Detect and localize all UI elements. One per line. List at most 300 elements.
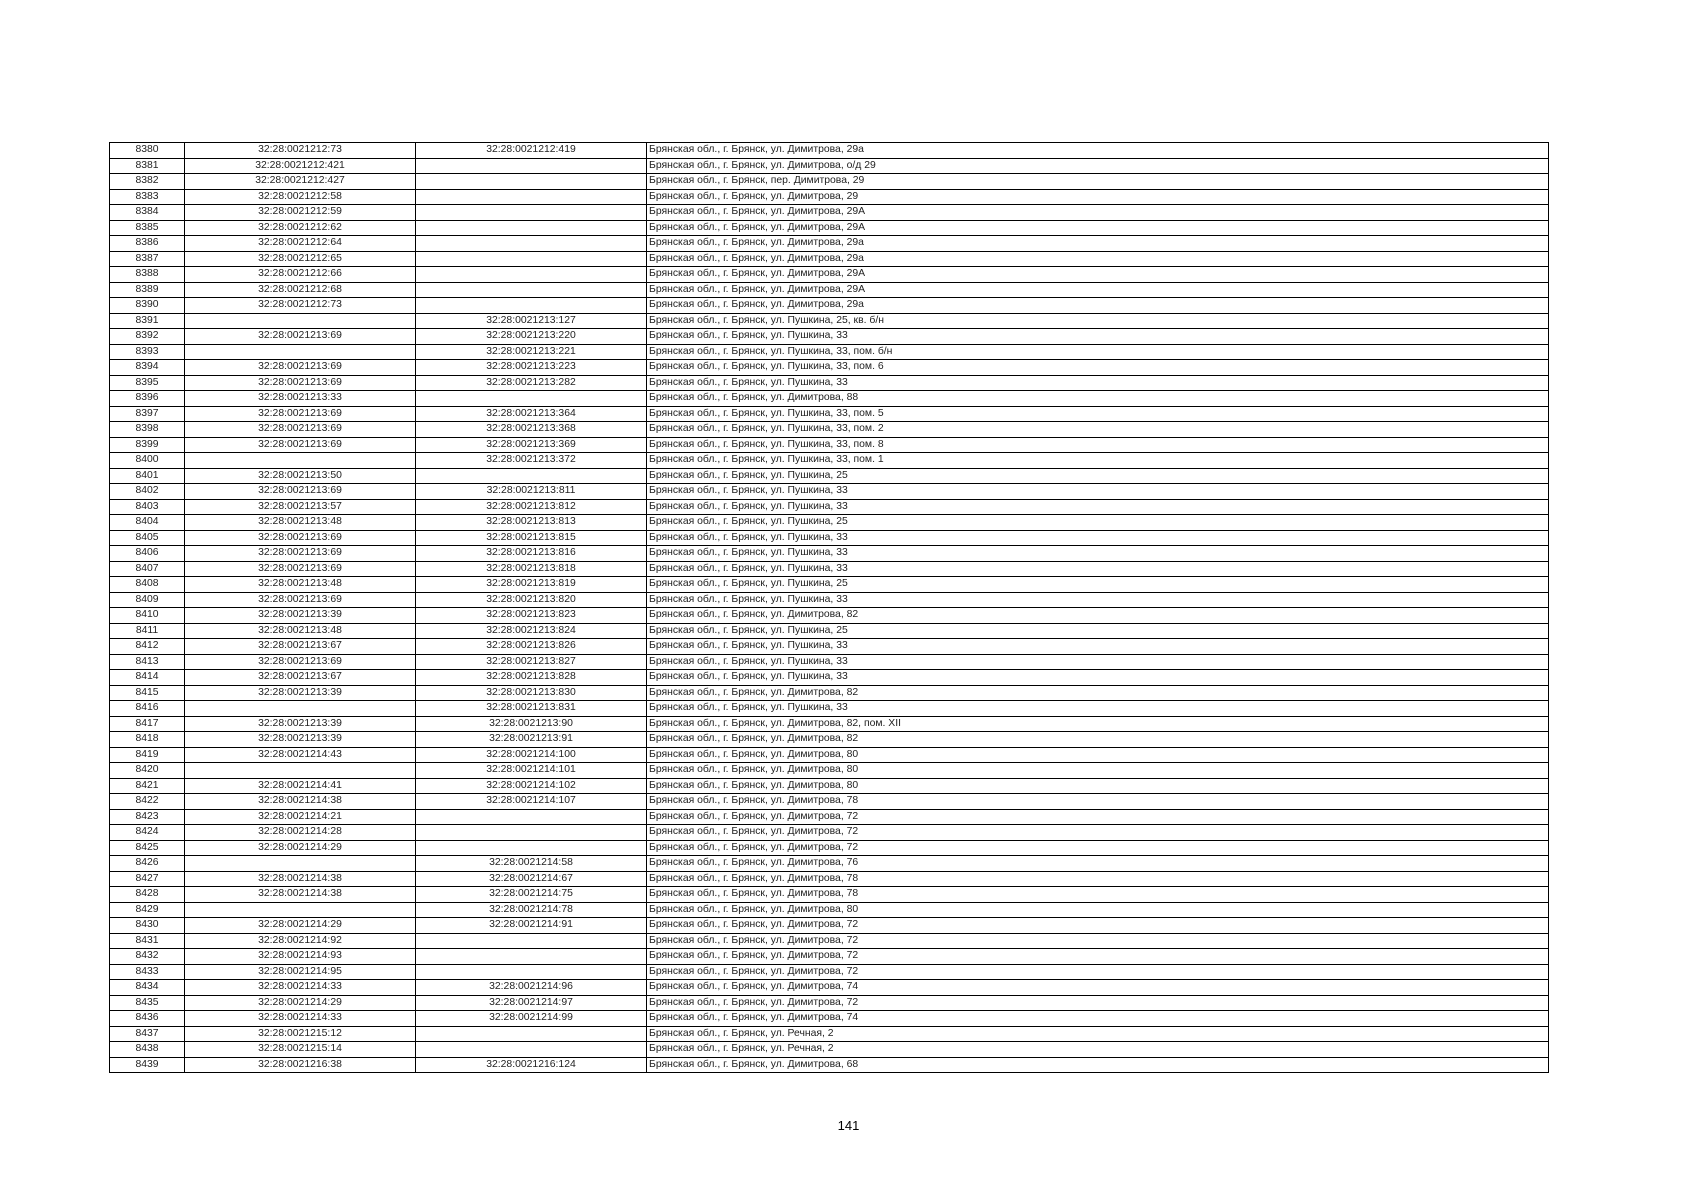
address-cell: Брянская обл., г. Брянск, ул. Димитрова, 72 (647, 825, 1549, 841)
page-number: 141 (837, 1118, 860, 1133)
cadastral-number-cell: 32:28:0021213:830 (416, 685, 647, 701)
row-number-cell: 8424 (110, 825, 185, 841)
address-cell: Брянская обл., г. Брянск, ул. Димитрова, 78 (647, 794, 1549, 810)
cadastral-number-cell: 32:28:0021213:220 (416, 329, 647, 345)
row-number-cell: 8437 (110, 1026, 185, 1042)
parent-cadastral-cell: 32:28:0021212:62 (185, 220, 416, 236)
row-number-cell: 8439 (110, 1057, 185, 1073)
table-row (110, 685, 1549, 701)
parent-cadastral-cell: 32:28:0021213:39 (185, 716, 416, 732)
cadastral-number-cell: 32:28:0021213:824 (416, 623, 647, 639)
table-row (110, 468, 1549, 484)
table-row (110, 871, 1549, 887)
address-cell: Брянская обл., г. Брянск, ул. Димитрова, 29А (647, 282, 1549, 298)
cadastral-number-cell: 32:28:0021214:97 (416, 995, 647, 1011)
row-number-cell: 8382 (110, 174, 185, 190)
cadastral-number-cell (416, 298, 647, 314)
row-number-cell: 8426 (110, 856, 185, 872)
row-number-cell: 8427 (110, 871, 185, 887)
cadastral-number-cell: 32:28:0021213:811 (416, 484, 647, 500)
cadastral-number-cell: 32:28:0021213:368 (416, 422, 647, 438)
address-cell: Брянская обл., г. Брянск, ул. Речная, 2 (647, 1026, 1549, 1042)
row-number-cell: 8404 (110, 515, 185, 531)
table-row (110, 282, 1549, 298)
cadastral-number-cell: 32:28:0021214:101 (416, 763, 647, 779)
cadastral-number-cell: 32:28:0021213:819 (416, 577, 647, 593)
parent-cadastral-cell: 32:28:0021213:39 (185, 685, 416, 701)
row-number-cell: 8408 (110, 577, 185, 593)
table-row (110, 949, 1549, 965)
parent-cadastral-cell: 32:28:0021213:67 (185, 670, 416, 686)
row-number-cell: 8410 (110, 608, 185, 624)
address-cell: Брянская обл., г. Брянск, ул. Пушкина, 25 (647, 577, 1549, 593)
cadastral-number-cell: 32:28:0021213:127 (416, 313, 647, 329)
parent-cadastral-cell: 32:28:0021212:421 (185, 158, 416, 174)
row-number-cell: 8436 (110, 1011, 185, 1027)
cadastral-number-cell (416, 174, 647, 190)
address-cell: Брянская обл., г. Брянск, ул. Пушкина, 33, пом. 1 (647, 453, 1549, 469)
address-cell: Брянская обл., г. Брянск, ул. Пушкина, 33 (647, 546, 1549, 562)
table-row (110, 143, 1549, 159)
row-number-cell: 8416 (110, 701, 185, 717)
parent-cadastral-cell: 32:28:0021214:33 (185, 980, 416, 996)
address-cell: Брянская обл., г. Брянск, ул. Димитрова, 82 (647, 608, 1549, 624)
cadastral-number-cell: 32:28:0021213:369 (416, 437, 647, 453)
table-row (110, 375, 1549, 391)
address-cell: Брянская обл., г. Брянск, ул. Димитрова, 82 (647, 732, 1549, 748)
parent-cadastral-cell: 32:28:0021212:73 (185, 143, 416, 159)
table-row (110, 236, 1549, 252)
row-number-cell: 8401 (110, 468, 185, 484)
row-number-cell: 8383 (110, 189, 185, 205)
row-number-cell: 8429 (110, 902, 185, 918)
table-row (110, 530, 1549, 546)
cadastral-number-cell: 32:28:0021213:364 (416, 406, 647, 422)
parent-cadastral-cell: 32:28:0021213:69 (185, 592, 416, 608)
row-number-cell: 8394 (110, 360, 185, 376)
cadastral-number-cell: 32:28:0021213:820 (416, 592, 647, 608)
table-row (110, 561, 1549, 577)
parent-cadastral-cell (185, 453, 416, 469)
address-cell: Брянская обл., г. Брянск, ул. Димитрова, 29а (647, 251, 1549, 267)
registry-table (109, 142, 1549, 1073)
parent-cadastral-cell: 32:28:0021212:64 (185, 236, 416, 252)
address-cell: Брянская обл., г. Брянск, ул. Димитрова, 29А (647, 205, 1549, 221)
parent-cadastral-cell: 32:28:0021213:69 (185, 484, 416, 500)
row-number-cell: 8431 (110, 933, 185, 949)
cadastral-number-cell: 32:28:0021213:828 (416, 670, 647, 686)
address-cell: Брянская обл., г. Брянск, ул. Пушкина, 33, пом. 2 (647, 422, 1549, 438)
table-row (110, 422, 1549, 438)
parent-cadastral-cell: 32:28:0021213:48 (185, 577, 416, 593)
parent-cadastral-cell: 32:28:0021216:38 (185, 1057, 416, 1073)
table-row (110, 499, 1549, 515)
parent-cadastral-cell: 32:28:0021214:29 (185, 840, 416, 856)
address-cell: Брянская обл., г. Брянск, ул. Пушкина, 33, пом. 5 (647, 406, 1549, 422)
cadastral-number-cell (416, 158, 647, 174)
parent-cadastral-cell: 32:28:0021214:41 (185, 778, 416, 794)
table-row (110, 778, 1549, 794)
row-number-cell: 8418 (110, 732, 185, 748)
table-row (110, 592, 1549, 608)
address-cell: Брянская обл., г. Брянск, ул. Пушкина, 25 (647, 468, 1549, 484)
address-cell: Брянская обл., г. Брянск, ул. Пушкина, 25, кв. б/н (647, 313, 1549, 329)
parent-cadastral-cell: 32:28:0021213:69 (185, 406, 416, 422)
address-cell: Брянская обл., г. Брянск, ул. Димитрова, 72 (647, 949, 1549, 965)
cadastral-number-cell (416, 468, 647, 484)
parent-cadastral-cell: 32:28:0021212:59 (185, 205, 416, 221)
row-number-cell: 8411 (110, 623, 185, 639)
cadastral-number-cell: 32:28:0021214:100 (416, 747, 647, 763)
row-number-cell: 8422 (110, 794, 185, 810)
address-cell: Брянская обл., г. Брянск, ул. Димитрова, 78 (647, 871, 1549, 887)
address-cell: Брянская обл., г. Брянск, ул. Димитрова, 80 (647, 763, 1549, 779)
address-cell: Брянская обл., г. Брянск, ул. Димитрова, 80 (647, 747, 1549, 763)
address-cell: Брянская обл., г. Брянск, ул. Димитрова, 29а (647, 143, 1549, 159)
table-row (110, 1026, 1549, 1042)
table-row (110, 360, 1549, 376)
cadastral-number-cell: 32:28:0021216:124 (416, 1057, 647, 1073)
table-row (110, 251, 1549, 267)
cadastral-number-cell: 32:28:0021213:372 (416, 453, 647, 469)
parent-cadastral-cell: 32:28:0021213:69 (185, 654, 416, 670)
table-row (110, 887, 1549, 903)
parent-cadastral-cell (185, 902, 416, 918)
cadastral-number-cell: 32:28:0021213:91 (416, 732, 647, 748)
row-number-cell: 8387 (110, 251, 185, 267)
parent-cadastral-cell: 32:28:0021214:95 (185, 964, 416, 980)
cadastral-number-cell: 32:28:0021214:99 (416, 1011, 647, 1027)
cadastral-number-cell: 32:28:0021212:419 (416, 143, 647, 159)
row-number-cell: 8409 (110, 592, 185, 608)
table-row (110, 406, 1549, 422)
table-row (110, 453, 1549, 469)
cadastral-number-cell (416, 391, 647, 407)
table-row (110, 623, 1549, 639)
parent-cadastral-cell: 32:28:0021214:93 (185, 949, 416, 965)
parent-cadastral-cell: 32:28:0021213:50 (185, 468, 416, 484)
cadastral-number-cell: 32:28:0021213:816 (416, 546, 647, 562)
parent-cadastral-cell: 32:28:0021213:69 (185, 437, 416, 453)
address-cell: Брянская обл., г. Брянск, ул. Пушкина, 33 (647, 499, 1549, 515)
table-row (110, 933, 1549, 949)
address-cell: Брянская обл., г. Брянск, ул. Пушкина, 25 (647, 623, 1549, 639)
row-number-cell: 8434 (110, 980, 185, 996)
row-number-cell: 8428 (110, 887, 185, 903)
parent-cadastral-cell: 32:28:0021214:38 (185, 871, 416, 887)
cadastral-number-cell (416, 825, 647, 841)
address-cell: Брянская обл., г. Брянск, ул. Димитрова, 72 (647, 995, 1549, 1011)
parent-cadastral-cell: 32:28:0021214:38 (185, 794, 416, 810)
cadastral-number-cell (416, 1042, 647, 1058)
row-number-cell: 8430 (110, 918, 185, 934)
table-row (110, 267, 1549, 283)
address-cell: Брянская обл., г. Брянск, ул. Димитрова, 29 (647, 189, 1549, 205)
table-row (110, 313, 1549, 329)
row-number-cell: 8420 (110, 763, 185, 779)
cadastral-number-cell: 32:28:0021214:67 (416, 871, 647, 887)
row-number-cell: 8419 (110, 747, 185, 763)
row-number-cell: 8397 (110, 406, 185, 422)
parent-cadastral-cell: 32:28:0021212:427 (185, 174, 416, 190)
row-number-cell: 8392 (110, 329, 185, 345)
cadastral-number-cell: 32:28:0021213:831 (416, 701, 647, 717)
address-cell: Брянская обл., г. Брянск, ул. Пушкина, 33, пом. б/н (647, 344, 1549, 360)
parent-cadastral-cell (185, 313, 416, 329)
table-row (110, 670, 1549, 686)
cadastral-number-cell (416, 964, 647, 980)
table-row (110, 220, 1549, 236)
address-cell: Брянская обл., г. Брянск, ул. Димитрова, 29а (647, 298, 1549, 314)
cadastral-number-cell: 32:28:0021214:107 (416, 794, 647, 810)
parent-cadastral-cell: 32:28:0021213:69 (185, 530, 416, 546)
parent-cadastral-cell: 32:28:0021214:43 (185, 747, 416, 763)
cadastral-number-cell: 32:28:0021214:102 (416, 778, 647, 794)
address-cell: Брянская обл., г. Брянск, ул. Димитрова, 82 (647, 685, 1549, 701)
cadastral-number-cell (416, 205, 647, 221)
parent-cadastral-cell: 32:28:0021214:28 (185, 825, 416, 841)
row-number-cell: 8399 (110, 437, 185, 453)
table-row (110, 1057, 1549, 1073)
parent-cadastral-cell (185, 856, 416, 872)
cadastral-number-cell (416, 282, 647, 298)
parent-cadastral-cell: 32:28:0021213:33 (185, 391, 416, 407)
row-number-cell: 8407 (110, 561, 185, 577)
table-row (110, 437, 1549, 453)
address-cell: Брянская обл., г. Брянск, ул. Димитрова, 72 (647, 918, 1549, 934)
cadastral-number-cell: 32:28:0021213:823 (416, 608, 647, 624)
row-number-cell: 8389 (110, 282, 185, 298)
row-number-cell: 8403 (110, 499, 185, 515)
row-number-cell: 8432 (110, 949, 185, 965)
cadastral-number-cell (416, 189, 647, 205)
address-cell: Брянская обл., г. Брянск, ул. Пушкина, 33 (647, 329, 1549, 345)
table-row (110, 158, 1549, 174)
address-cell: Брянская обл., г. Брянск, ул. Димитрова, 78 (647, 887, 1549, 903)
parent-cadastral-cell (185, 701, 416, 717)
parent-cadastral-cell (185, 763, 416, 779)
table-row (110, 608, 1549, 624)
parent-cadastral-cell: 32:28:0021214:92 (185, 933, 416, 949)
table-row (110, 344, 1549, 360)
cadastral-number-cell: 32:28:0021214:96 (416, 980, 647, 996)
parent-cadastral-cell: 32:28:0021212:73 (185, 298, 416, 314)
table-row (110, 964, 1549, 980)
row-number-cell: 8398 (110, 422, 185, 438)
table-row (110, 577, 1549, 593)
cadastral-number-cell: 32:28:0021213:282 (416, 375, 647, 391)
address-cell: Брянская обл., г. Брянск, ул. Пушкина, 33, пом. 6 (647, 360, 1549, 376)
cadastral-number-cell: 32:28:0021213:827 (416, 654, 647, 670)
parent-cadastral-cell: 32:28:0021214:33 (185, 1011, 416, 1027)
table-row (110, 840, 1549, 856)
cadastral-number-cell: 32:28:0021213:818 (416, 561, 647, 577)
address-cell: Брянская обл., г. Брянск, ул. Пушкина, 33 (647, 484, 1549, 500)
parent-cadastral-cell: 32:28:0021213:57 (185, 499, 416, 515)
registry-table-body (110, 143, 1549, 1073)
parent-cadastral-cell: 32:28:0021214:38 (185, 887, 416, 903)
cadastral-number-cell: 32:28:0021213:90 (416, 716, 647, 732)
address-cell: Брянская обл., г. Брянск, ул. Пушкина, 33, пом. 8 (647, 437, 1549, 453)
address-cell: Брянская обл., г. Брянск, ул. Пушкина, 33 (647, 375, 1549, 391)
cadastral-number-cell: 32:28:0021213:826 (416, 639, 647, 655)
table-row (110, 763, 1549, 779)
address-cell: Брянская обл., г. Брянск, ул. Димитрова, 72 (647, 964, 1549, 980)
row-number-cell: 8381 (110, 158, 185, 174)
table-row (110, 174, 1549, 190)
parent-cadastral-cell: 32:28:0021212:66 (185, 267, 416, 283)
table-row (110, 747, 1549, 763)
cadastral-number-cell: 32:28:0021213:812 (416, 499, 647, 515)
table-row (110, 1011, 1549, 1027)
table-row (110, 701, 1549, 717)
address-cell: Брянская обл., г. Брянск, ул. Димитрова, 74 (647, 980, 1549, 996)
parent-cadastral-cell: 32:28:0021214:29 (185, 918, 416, 934)
cadastral-number-cell (416, 267, 647, 283)
parent-cadastral-cell: 32:28:0021213:48 (185, 515, 416, 531)
row-number-cell: 8384 (110, 205, 185, 221)
table-row (110, 1042, 1549, 1058)
address-cell: Брянская обл., г. Брянск, ул. Пушкина, 33 (647, 639, 1549, 655)
parent-cadastral-cell: 32:28:0021213:48 (185, 623, 416, 639)
row-number-cell: 8417 (110, 716, 185, 732)
cadastral-number-cell (416, 809, 647, 825)
address-cell: Брянская обл., г. Брянск, ул. Пушкина, 33 (647, 561, 1549, 577)
cadastral-number-cell (416, 840, 647, 856)
table-row (110, 716, 1549, 732)
row-number-cell: 8386 (110, 236, 185, 252)
row-number-cell: 8395 (110, 375, 185, 391)
table-row (110, 639, 1549, 655)
table-row (110, 809, 1549, 825)
table-row (110, 980, 1549, 996)
address-cell: Брянская обл., г. Брянск, ул. Димитрова, 72 (647, 809, 1549, 825)
row-number-cell: 8412 (110, 639, 185, 655)
cadastral-number-cell (416, 949, 647, 965)
parent-cadastral-cell: 32:28:0021213:69 (185, 360, 416, 376)
parent-cadastral-cell: 32:28:0021214:29 (185, 995, 416, 1011)
table-row (110, 902, 1549, 918)
table-row (110, 856, 1549, 872)
parent-cadastral-cell: 32:28:0021212:68 (185, 282, 416, 298)
parent-cadastral-cell: 32:28:0021213:69 (185, 329, 416, 345)
table-row (110, 484, 1549, 500)
address-cell: Брянская обл., г. Брянск, пер. Димитрова, 29 (647, 174, 1549, 190)
cadastral-number-cell (416, 933, 647, 949)
parent-cadastral-cell: 32:28:0021213:69 (185, 422, 416, 438)
address-cell: Брянская обл., г. Брянск, ул. Димитрова, 88 (647, 391, 1549, 407)
table-row (110, 298, 1549, 314)
cadastral-number-cell: 32:28:0021213:221 (416, 344, 647, 360)
row-number-cell: 8391 (110, 313, 185, 329)
address-cell: Брянская обл., г. Брянск, ул. Пушкина, 33 (647, 654, 1549, 670)
parent-cadastral-cell: 32:28:0021214:21 (185, 809, 416, 825)
table-row (110, 546, 1549, 562)
row-number-cell: 8423 (110, 809, 185, 825)
address-cell: Брянская обл., г. Брянск, ул. Димитрова, о/д 29 (647, 158, 1549, 174)
table-row (110, 825, 1549, 841)
row-number-cell: 8406 (110, 546, 185, 562)
parent-cadastral-cell: 32:28:0021215:14 (185, 1042, 416, 1058)
address-cell: Брянская обл., г. Брянск, ул. Пушкина, 25 (647, 515, 1549, 531)
row-number-cell: 8380 (110, 143, 185, 159)
address-cell: Брянская обл., г. Брянск, ул. Речная, 2 (647, 1042, 1549, 1058)
row-number-cell: 8413 (110, 654, 185, 670)
cadastral-number-cell (416, 251, 647, 267)
cadastral-number-cell: 32:28:0021214:91 (416, 918, 647, 934)
address-cell: Брянская обл., г. Брянск, ул. Пушкина, 33 (647, 592, 1549, 608)
address-cell: Брянская обл., г. Брянск, ул. Димитрова, 76 (647, 856, 1549, 872)
address-cell: Брянская обл., г. Брянск, ул. Димитрова, 80 (647, 902, 1549, 918)
row-number-cell: 8385 (110, 220, 185, 236)
address-cell: Брянская обл., г. Брянск, ул. Димитрова, 68 (647, 1057, 1549, 1073)
address-cell: Брянская обл., г. Брянск, ул. Димитрова, 72 (647, 840, 1549, 856)
parent-cadastral-cell: 32:28:0021213:67 (185, 639, 416, 655)
table-row (110, 995, 1549, 1011)
parent-cadastral-cell: 32:28:0021215:12 (185, 1026, 416, 1042)
row-number-cell: 8388 (110, 267, 185, 283)
row-number-cell: 8438 (110, 1042, 185, 1058)
row-number-cell: 8390 (110, 298, 185, 314)
table-row (110, 391, 1549, 407)
cadastral-number-cell: 32:28:0021214:58 (416, 856, 647, 872)
parent-cadastral-cell: 32:28:0021213:39 (185, 608, 416, 624)
table-row (110, 918, 1549, 934)
address-cell: Брянская обл., г. Брянск, ул. Пушкина, 33 (647, 530, 1549, 546)
cadastral-number-cell (416, 236, 647, 252)
cadastral-number-cell: 32:28:0021213:815 (416, 530, 647, 546)
parent-cadastral-cell: 32:28:0021213:69 (185, 546, 416, 562)
row-number-cell: 8402 (110, 484, 185, 500)
row-number-cell: 8414 (110, 670, 185, 686)
parent-cadastral-cell: 32:28:0021213:39 (185, 732, 416, 748)
table-row (110, 515, 1549, 531)
cadastral-number-cell: 32:28:0021213:813 (416, 515, 647, 531)
row-number-cell: 8393 (110, 344, 185, 360)
address-cell: Брянская обл., г. Брянск, ул. Пушкина, 33 (647, 701, 1549, 717)
table-row (110, 732, 1549, 748)
cadastral-number-cell: 32:28:0021213:223 (416, 360, 647, 376)
address-cell: Брянская обл., г. Брянск, ул. Димитрова, 29а (647, 236, 1549, 252)
parent-cadastral-cell: 32:28:0021212:58 (185, 189, 416, 205)
parent-cadastral-cell (185, 344, 416, 360)
cadastral-number-cell (416, 1026, 647, 1042)
address-cell: Брянская обл., г. Брянск, ул. Димитрова, 80 (647, 778, 1549, 794)
row-number-cell: 8433 (110, 964, 185, 980)
row-number-cell: 8405 (110, 530, 185, 546)
table-row (110, 329, 1549, 345)
parent-cadastral-cell: 32:28:0021212:65 (185, 251, 416, 267)
address-cell: Брянская обл., г. Брянск, ул. Димитрова, 72 (647, 933, 1549, 949)
table-row (110, 189, 1549, 205)
row-number-cell: 8421 (110, 778, 185, 794)
address-cell: Брянская обл., г. Брянск, ул. Димитрова, 29А (647, 267, 1549, 283)
parent-cadastral-cell: 32:28:0021213:69 (185, 375, 416, 391)
cadastral-number-cell: 32:28:0021214:75 (416, 887, 647, 903)
table-row (110, 654, 1549, 670)
cadastral-number-cell (416, 220, 647, 236)
address-cell: Брянская обл., г. Брянск, ул. Пушкина, 33 (647, 670, 1549, 686)
table-row (110, 205, 1549, 221)
row-number-cell: 8400 (110, 453, 185, 469)
row-number-cell: 8425 (110, 840, 185, 856)
address-cell: Брянская обл., г. Брянск, ул. Димитрова, 29А (647, 220, 1549, 236)
table-row (110, 794, 1549, 810)
cadastral-number-cell: 32:28:0021214:78 (416, 902, 647, 918)
parent-cadastral-cell: 32:28:0021213:69 (185, 561, 416, 577)
address-cell: Брянская обл., г. Брянск, ул. Димитрова, 82, пом. XII (647, 716, 1549, 732)
row-number-cell: 8396 (110, 391, 185, 407)
